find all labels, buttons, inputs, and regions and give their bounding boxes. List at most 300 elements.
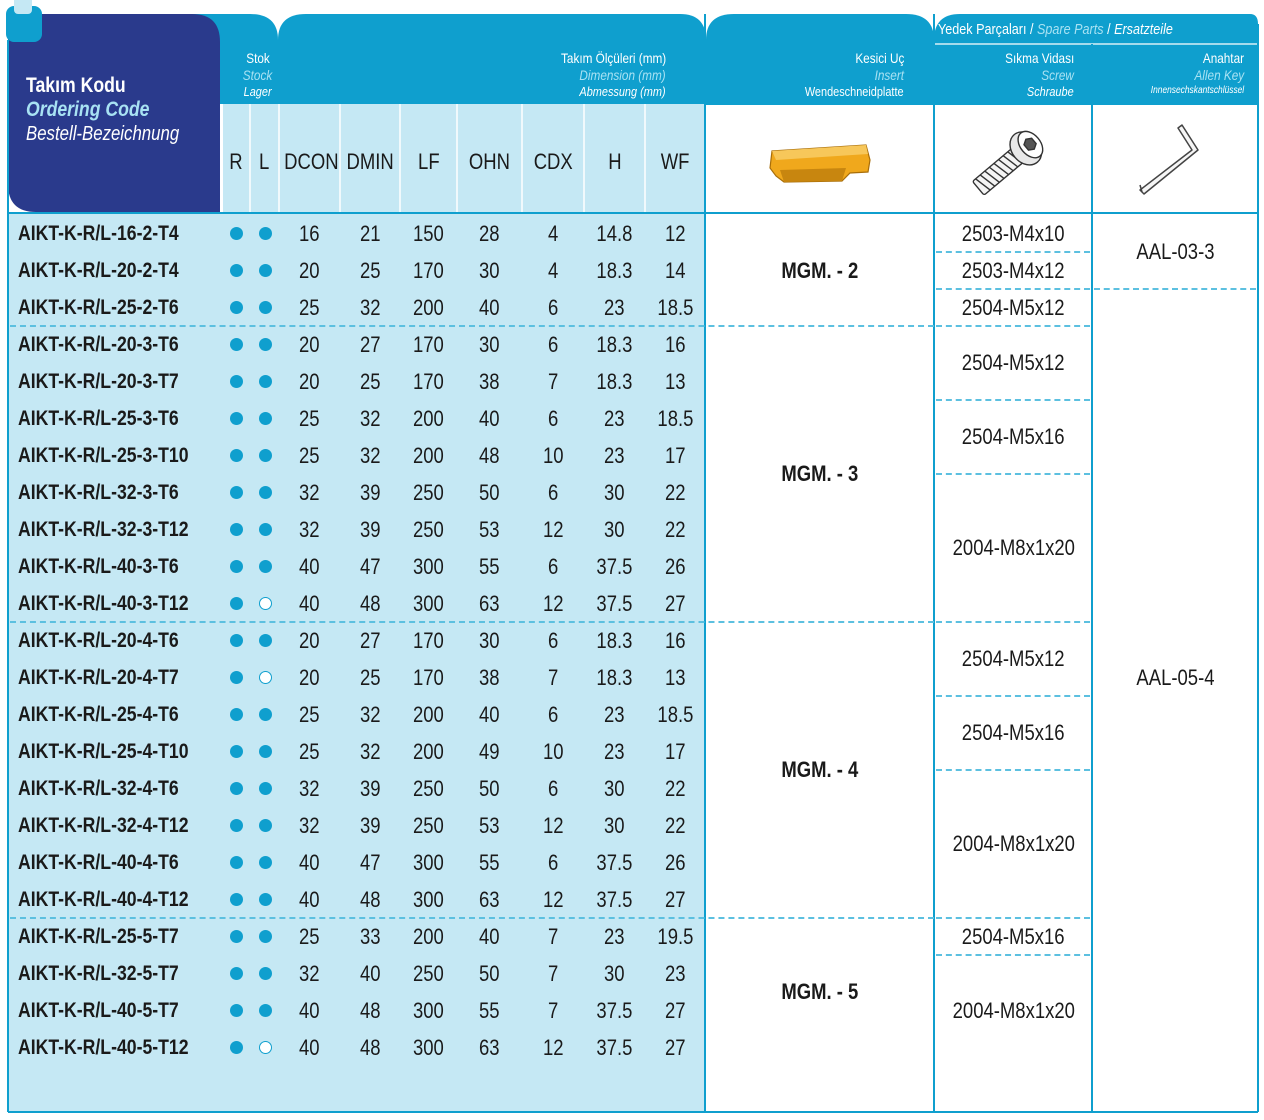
cell-wf [645,881,705,918]
cell-ohn-text: 28 [479,221,500,246]
cell-ohn-text: 53 [479,813,500,838]
ordering-code-cell [18,844,209,881]
stock-r-indicator-full [230,634,243,647]
cell-dmin [340,992,400,1029]
col-header-h: H [607,149,622,174]
cell-dmin-text: 39 [359,480,381,505]
spare-tr: Yedek Parçaları [938,21,1027,38]
cell-ohn-text: 63 [479,1035,500,1060]
cell-wf-text: 19.5 [657,924,693,949]
cell-wf [645,622,705,659]
cell-dmin [340,844,400,881]
cell-cdx [522,844,584,881]
stock-r-indicator-full [230,893,243,906]
cell-lf-text: 170 [413,332,444,357]
cell-wf-text: 14 [664,258,686,283]
cell-ohn [457,289,522,326]
cell-cdx-text: 6 [547,628,559,653]
cell-dmin-text: 47 [359,554,381,579]
ordering-code-text: AIKT-K-R/L-32-4-T12 [18,814,189,837]
cell-ohn-text: 30 [479,258,500,283]
cell-wf-text: 16 [664,332,686,357]
cell-wf [645,844,705,881]
stock-r-indicator-full [230,708,243,721]
stock-l-indicator-full [259,338,272,351]
stock-l-indicator-full [259,523,272,536]
ordering-code-header [26,74,226,146]
screw-header [934,50,1074,100]
cell-cdx-text: 12 [542,887,564,912]
cell-lf [400,659,457,696]
cell-wf-text: 27 [664,887,686,912]
ordering-code-text: AIKT-K-R/L-25-3-T10 [18,444,189,467]
cell-ohn-text: 40 [479,295,500,320]
cell-h-text: 23 [604,702,625,727]
screw-cell [935,252,1092,289]
stock-r-indicator-full [230,412,243,425]
cell-dmin [340,548,400,585]
cell-lf-text: 300 [413,554,444,579]
ordering-code-cell [18,437,221,474]
stock-l-indicator-full [259,301,272,314]
cell-wf-text: 27 [664,1035,686,1060]
cell-wf [645,696,705,733]
screw-label: 2503-M4x10 [962,221,1065,246]
cell-dcon [279,326,340,363]
stock-l-indicator-empty [259,1041,272,1054]
cell-cdx-text: 4 [547,258,559,283]
cell-dcon-text: 20 [299,628,320,653]
cell-cdx-text: 12 [542,1035,564,1060]
cell-dmin [340,955,400,992]
cell-h [584,252,645,289]
cell-dcon-text: 32 [299,961,320,986]
cell-h [584,548,645,585]
cell-lf [400,326,457,363]
cell-cdx [522,770,584,807]
stock-r-indicator-full [230,1004,243,1017]
stock-l-indicator-full [259,449,272,462]
ordering-code-text: AIKT-K-R/L-25-5-T7 [18,925,179,948]
cell-cdx [522,881,584,918]
cell-ohn-text: 48 [479,443,500,468]
cell-dcon-text: 25 [299,702,320,727]
cell-dcon-text: 25 [299,295,320,320]
insert-en: Insert [874,67,904,83]
cell-lf [400,252,457,289]
stock-de: Lager [244,84,272,99]
stock-r-indicator-full [230,301,243,314]
ordering-code-text: AIKT-K-R/L-20-3-T7 [18,370,179,393]
cell-cdx-text: 12 [542,813,564,838]
cell-h-text: 18.3 [596,665,633,690]
cell-lf [400,437,457,474]
cell-wf-text: 27 [664,998,686,1023]
cell-dmin [340,474,400,511]
cell-ohn-text: 50 [479,961,500,986]
screw-cell [935,289,1092,326]
screw-cell [935,400,1092,474]
cell-h-text: 37.5 [596,1035,633,1060]
ordering-code-cell [18,548,209,585]
cell-cdx [522,992,584,1029]
cell-dmin [340,326,400,363]
cell-dcon [279,770,340,807]
cell-h [584,326,645,363]
ordering-code-text: AIKT-K-R/L-25-3-T6 [18,407,179,430]
cell-ohn [457,585,522,622]
cell-h [584,400,645,437]
stock-en: Stock [243,67,273,83]
insert-label: MGM. - 4 [781,757,859,782]
ordering-code-text: AIKT-K-R/L-20-4-T7 [18,666,179,689]
cell-ohn [457,770,522,807]
stock-l-indicator-full [259,560,272,573]
screw-label: 2504-M5x16 [962,924,1065,949]
cell-h [584,807,645,844]
cell-lf-text: 250 [413,813,444,838]
cell-h-text: 23 [604,924,625,949]
insert-header [720,50,904,100]
dimension-en: Dimension (mm) [579,67,666,83]
cell-wf [645,437,705,474]
cell-dcon [279,992,340,1029]
col-header-wf: WF [660,149,690,174]
cell-dmin-text: 39 [359,813,381,838]
cell-wf [645,511,705,548]
cell-dmin-text: 39 [359,517,381,542]
cell-dcon-text: 40 [299,1035,320,1060]
cell-wf-text: 13 [664,369,686,394]
cell-h [584,1029,645,1066]
cell-wf [645,252,705,289]
screw-label: 2504-M5x16 [962,424,1065,449]
ordering-code-cell [18,400,209,437]
cell-cdx [522,289,584,326]
cell-dcon-text: 40 [299,850,320,875]
ordering-code-cell [18,1029,221,1066]
cell-wf [645,326,705,363]
stock-r-indicator-full [230,375,243,388]
cell-ohn-text: 38 [479,369,500,394]
stock-tr: Stok [246,50,270,66]
dimension-header [440,50,666,100]
cell-lf [400,585,457,622]
cell-dcon-text: 32 [299,813,320,838]
cell-h-text: 30 [604,813,625,838]
cell-dmin-text: 32 [359,739,381,764]
screw-cell [935,770,1092,918]
cell-ohn-text: 30 [479,332,500,357]
cell-dcon-text: 20 [299,665,320,690]
cell-dmin-text: 21 [359,221,381,246]
cell-h [584,844,645,881]
insert-label: MGM. - 3 [781,461,859,486]
cell-ohn [457,548,522,585]
cell-h-text: 37.5 [596,554,633,579]
cell-ohn-text: 55 [479,850,500,875]
cell-ohn-text: 38 [479,665,500,690]
cell-wf-text: 26 [664,850,686,875]
stock-r-indicator-full [230,1041,243,1054]
screw-label: 2504-M5x16 [962,720,1065,745]
cell-ohn [457,622,522,659]
cell-cdx [522,622,584,659]
cell-ohn [457,363,522,400]
cell-lf [400,992,457,1029]
cell-dmin [340,696,400,733]
cell-wf [645,770,705,807]
cell-lf [400,844,457,881]
cell-lf-text: 300 [413,850,444,875]
stock-r-indicator-full [230,486,243,499]
cell-ohn [457,807,522,844]
cell-h [584,992,645,1029]
ordering-code-text: AIKT-K-R/L-40-3-T6 [18,555,179,578]
cell-wf [645,474,705,511]
cell-lf [400,696,457,733]
cell-h [584,881,645,918]
screw-icon [967,124,1050,202]
cell-h-text: 37.5 [596,591,633,616]
cell-wf [645,918,705,955]
cell-dmin [340,400,400,437]
cell-lf [400,770,457,807]
ordering-code-tr: Takım Kodu [26,74,126,97]
cell-h [584,289,645,326]
cell-ohn-text: 49 [479,739,500,764]
cell-dmin-text: 48 [359,591,381,616]
cell-h [584,474,645,511]
cell-lf-text: 170 [413,628,444,653]
ordering-code-cell [18,992,209,1029]
cell-lf-text: 200 [413,739,444,764]
stock-l-indicator-full [259,930,272,943]
col-header-lf: LF [417,149,440,174]
cell-cdx [522,474,584,511]
cell-dcon [279,844,340,881]
cell-dcon-text: 25 [299,406,320,431]
col-header-r: R [229,149,243,174]
cell-cdx-text: 7 [547,998,559,1023]
cell-cdx [522,215,584,252]
cell-ohn [457,881,522,918]
cell-lf-text: 170 [413,258,444,283]
stock-r-indicator-full [230,523,243,536]
stock-l-indicator-full [259,264,272,277]
cell-h [584,918,645,955]
insert-cell [706,622,934,918]
cell-cdx [522,733,584,770]
stock-r-indicator-full [230,819,243,832]
cell-dcon [279,437,340,474]
ordering-code-en: Ordering Code [26,98,150,121]
screw-label: 2004-M8x1x20 [952,535,1075,560]
cell-h-text: 37.5 [596,850,633,875]
cell-lf-text: 250 [413,776,444,801]
cell-h [584,770,645,807]
cell-dcon [279,955,340,992]
spare-parts-header [938,20,1238,40]
cell-h-text: 23 [604,295,625,320]
cell-dcon [279,252,340,289]
cell-cdx [522,511,584,548]
cell-dmin-text: 39 [359,776,381,801]
cell-dcon [279,696,340,733]
stock-r-indicator-full [230,560,243,573]
cell-ohn-text: 63 [479,591,500,616]
cell-cdx-text: 6 [547,480,559,505]
cell-cdx [522,400,584,437]
spare-sep1: / [1030,21,1034,38]
cell-cdx-text: 10 [542,443,564,468]
stock-r-indicator-full [230,856,243,869]
stock-l-indicator-full [259,856,272,869]
ordering-code-cell [18,252,209,289]
cell-wf-text: 16 [664,628,686,653]
cell-lf [400,622,457,659]
cell-h [584,437,645,474]
cell-lf-text: 300 [413,591,444,616]
cell-ohn [457,955,522,992]
cell-wf-text: 18.5 [657,295,693,320]
cell-lf [400,733,457,770]
cell-lf-text: 150 [413,221,444,246]
dimension-de: Abmessung (mm) [579,84,666,99]
cell-lf-text: 200 [413,702,444,727]
cell-dmin [340,1029,400,1066]
ordering-code-cell [18,770,209,807]
cell-h [584,585,645,622]
screw-cell [935,696,1092,770]
cell-cdx [522,918,584,955]
stock-l-indicator-full [259,412,272,425]
cell-h-text: 30 [604,961,625,986]
cell-ohn [457,918,522,955]
cell-dcon [279,733,340,770]
cell-dmin-text: 25 [359,258,381,283]
ordering-code-cell [18,918,209,955]
stock-l-indicator-full [259,819,272,832]
screw-de: Schraube [1027,84,1074,99]
screw-label: 2504-M5x12 [962,350,1065,375]
cell-dcon [279,918,340,955]
cell-ohn [457,659,522,696]
cell-ohn [457,1029,522,1066]
cell-dcon-text: 32 [299,480,320,505]
stock-l-indicator-empty [259,597,272,610]
ordering-code-text: AIKT-K-R/L-32-3-T12 [18,518,189,541]
cell-dmin-text: 48 [359,887,381,912]
screw-label: 2004-M8x1x20 [952,998,1075,1023]
cell-lf-text: 200 [413,924,444,949]
ordering-code-de: Bestell-Bezeichnung [26,123,180,145]
ordering-code-cell [18,585,221,622]
cell-dcon-text: 25 [299,924,320,949]
cell-dcon-text: 40 [299,887,320,912]
cell-dcon-text: 32 [299,517,320,542]
cell-dcon [279,585,340,622]
cell-dmin-text: 48 [359,1035,381,1060]
cell-dcon [279,1029,340,1066]
cell-wf-text: 18.5 [657,702,693,727]
cell-dcon-text: 40 [299,998,320,1023]
cell-dcon-text: 16 [299,221,320,246]
ordering-code-text: AIKT-K-R/L-40-4-T6 [18,851,179,874]
cell-cdx [522,659,584,696]
cell-dmin-text: 25 [359,369,381,394]
cell-h-text: 37.5 [596,998,633,1023]
col-header-dcon: DCON [284,149,339,174]
cell-wf-text: 17 [664,443,686,468]
stock-r-indicator-full [230,227,243,240]
cell-ohn [457,326,522,363]
cell-dcon [279,289,340,326]
ordering-code-text: AIKT-K-R/L-40-3-T12 [18,592,189,615]
ordering-code-text: AIKT-K-R/L-16-2-T4 [18,222,179,245]
cell-wf [645,955,705,992]
cell-cdx [522,363,584,400]
cell-lf [400,807,457,844]
cell-h-text: 30 [604,517,625,542]
cell-wf [645,215,705,252]
key-header [1094,50,1244,98]
cell-lf [400,474,457,511]
screw-label: 2004-M8x1x20 [952,831,1075,856]
cell-lf-text: 200 [413,443,444,468]
ordering-code-text: AIKT-K-R/L-20-3-T6 [18,333,179,356]
cell-cdx-text: 6 [547,554,559,579]
cell-ohn-text: 40 [479,924,500,949]
insert-icon [770,145,870,182]
stock-r-indicator-full [230,745,243,758]
cell-cdx [522,955,584,992]
cell-dcon [279,511,340,548]
screw-cell [935,326,1092,400]
corner-tab-inner [14,0,32,14]
cell-cdx-text: 6 [547,850,559,875]
stock-r-indicator-full [230,930,243,943]
stock-r-indicator-full [230,967,243,980]
ordering-code-cell [18,955,209,992]
cell-dmin-text: 47 [359,850,381,875]
cell-dcon [279,807,340,844]
cell-dmin [340,511,400,548]
cell-ohn [457,992,522,1029]
cell-wf [645,1029,705,1066]
stock-l-indicator-full [259,967,272,980]
ordering-code-text: AIKT-K-R/L-20-4-T6 [18,629,179,652]
cell-wf [645,992,705,1029]
cell-wf-text: 22 [664,480,686,505]
cell-dmin [340,918,400,955]
cell-wf [645,363,705,400]
col-header-dmin: DMIN [346,149,394,174]
ordering-code-cell [18,733,221,770]
stock-r-indicator-full [230,264,243,277]
spare-sep2: / [1107,21,1111,38]
cell-dmin-text: 27 [359,332,381,357]
cell-dmin-text: 40 [359,961,381,986]
cell-cdx-text: 6 [547,295,559,320]
cell-ohn-text: 50 [479,480,500,505]
ordering-code-cell [18,881,221,918]
insert-label: MGM. - 5 [781,979,859,1004]
insert-cell [706,918,934,1066]
screw-cell [935,474,1092,622]
insert-label: MGM. - 2 [781,258,859,283]
stock-r-indicator-full [230,782,243,795]
